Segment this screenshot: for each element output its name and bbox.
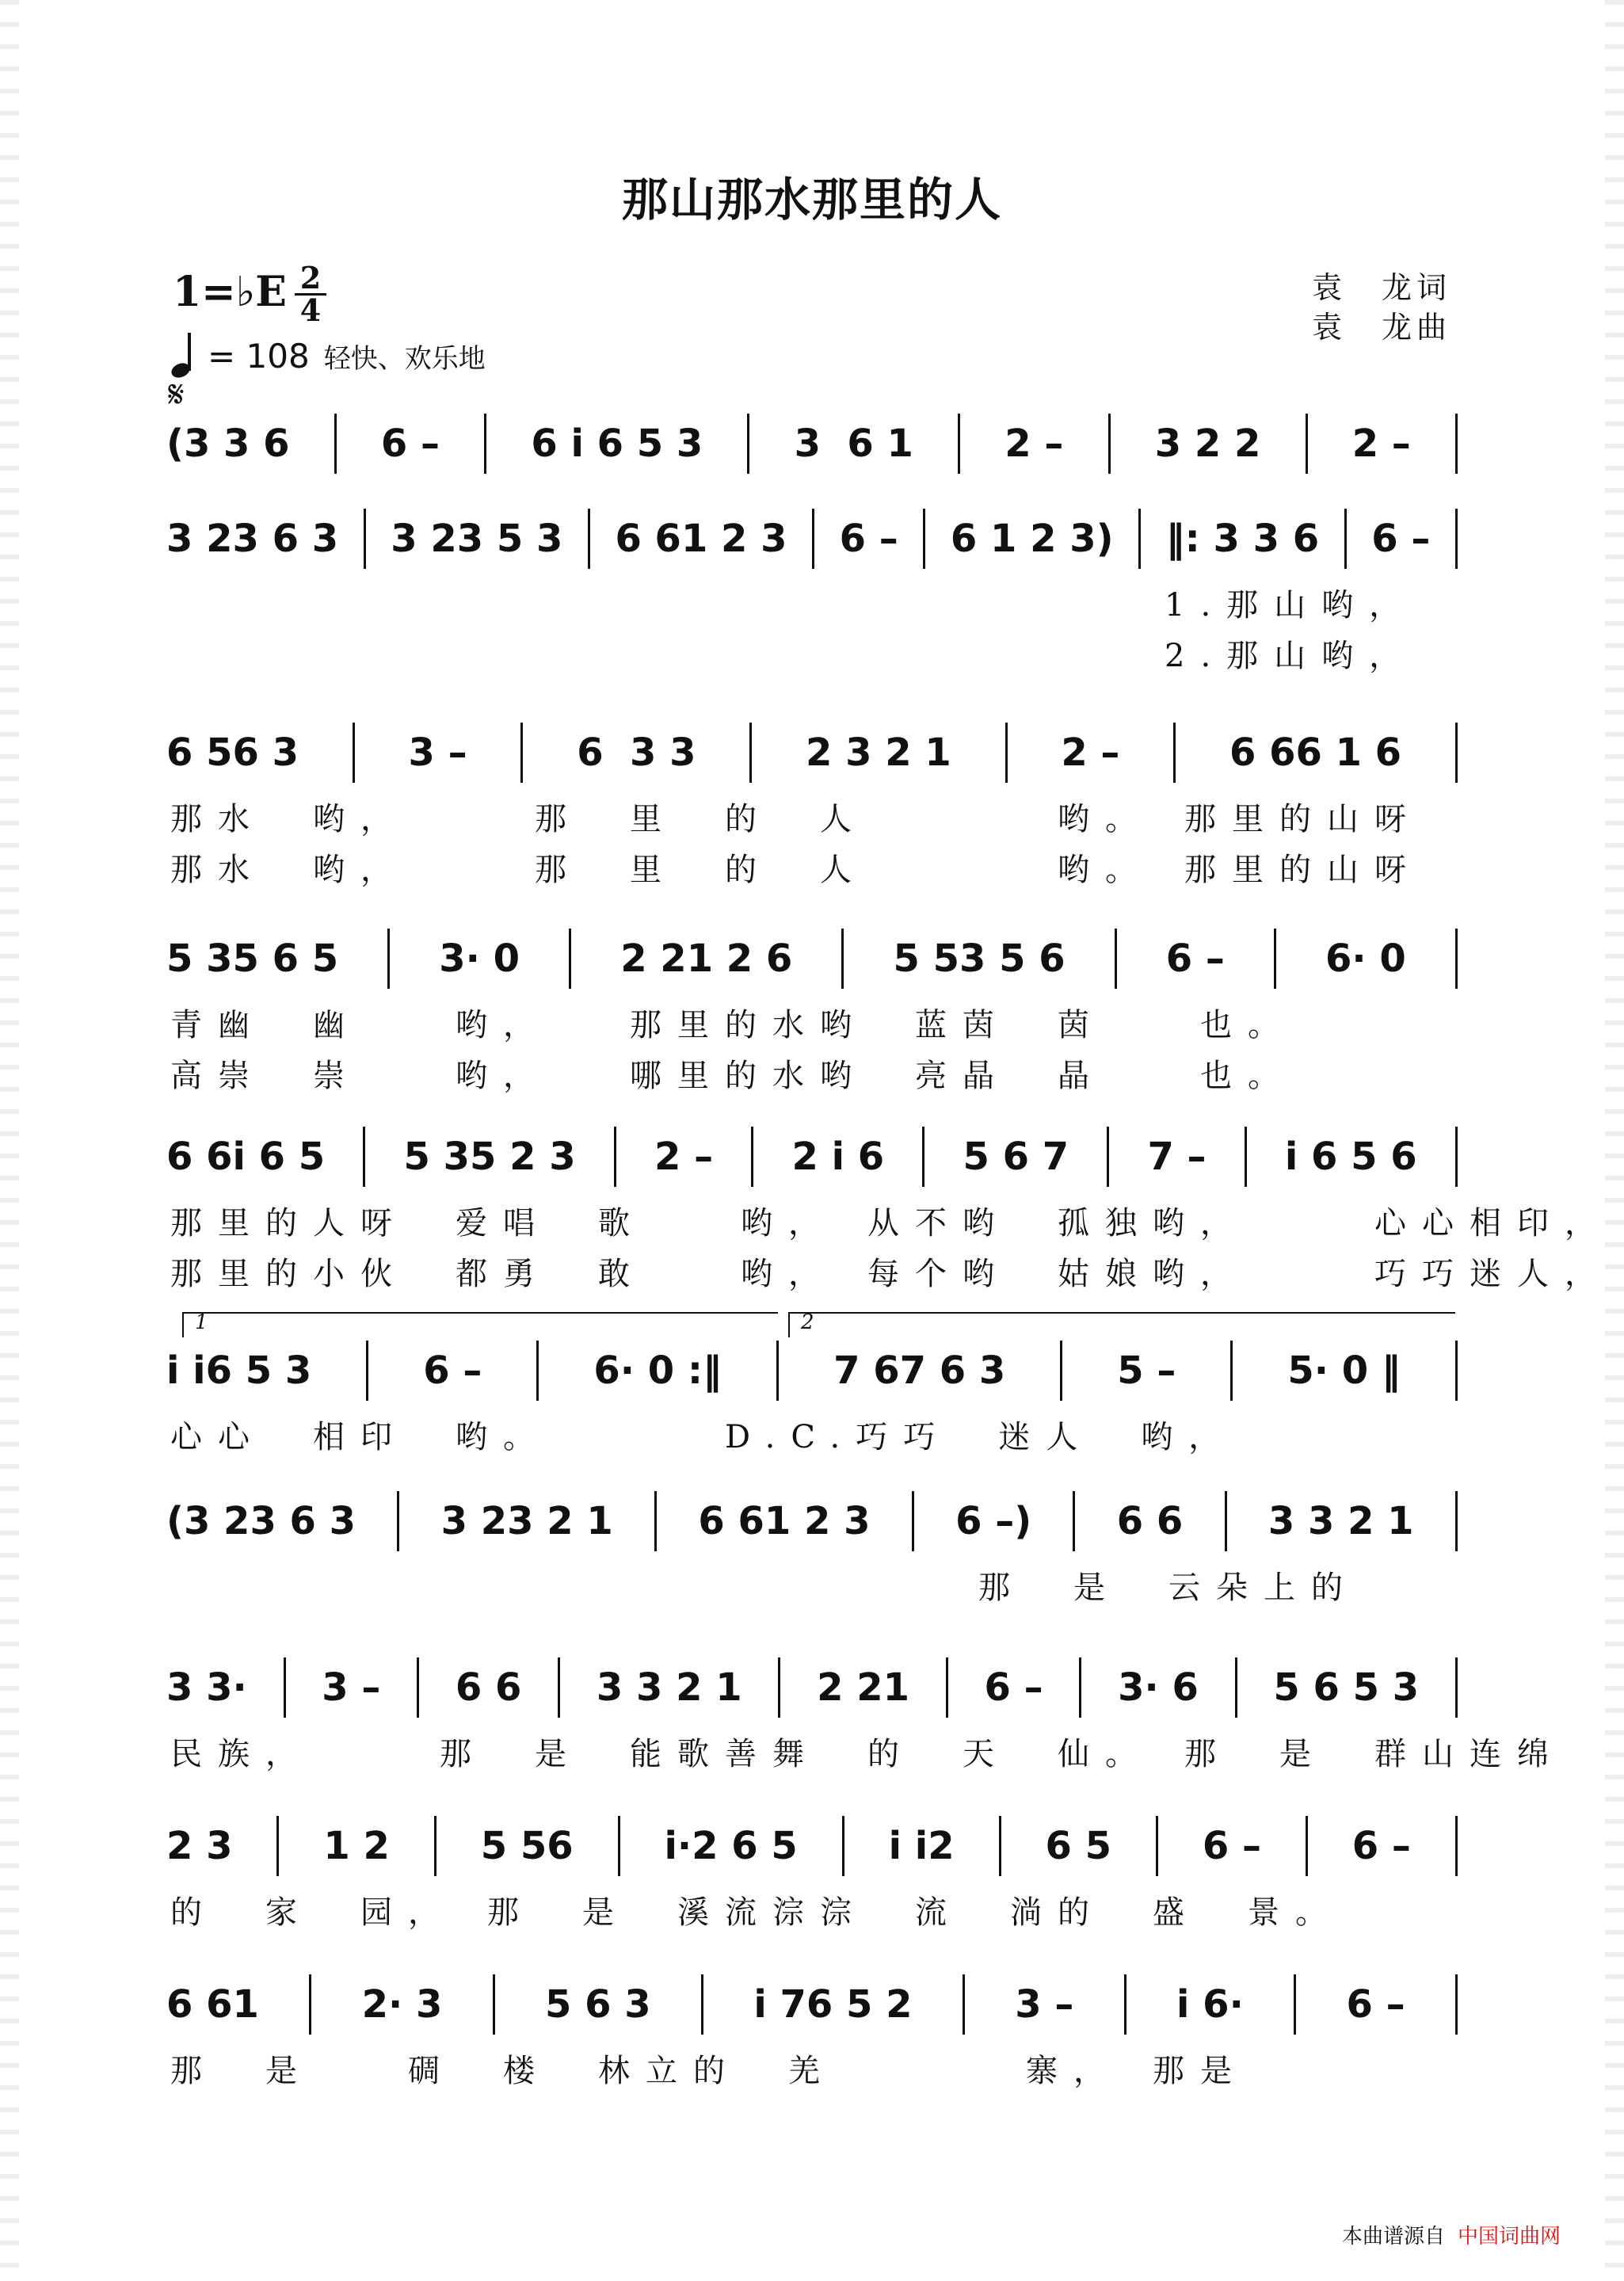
notes-row (166, 1339, 1458, 1402)
barline (1306, 1816, 1308, 1876)
measure: 6 61 (166, 1982, 259, 2027)
measure: 6 3 3 (577, 730, 696, 775)
measure: i 76 5 2 (753, 1982, 913, 2027)
barline (963, 1974, 965, 2035)
time-signature-bottom: 4 (299, 292, 322, 328)
right-watermark-strip (1605, 0, 1624, 2281)
barline (387, 929, 390, 989)
lyric-line: 那里的小伙 都勇 敢 哟， 每个哟 姑娘哟， 巧巧迷人， (170, 1256, 1612, 1292)
barline (417, 1657, 419, 1718)
composer-credit: 袁 龙曲 (1311, 310, 1451, 345)
measure: 6 56 3 (166, 730, 299, 775)
lyric-line: 那 是 碉 楼 林立的 羌 寨， 那是 (170, 2053, 1248, 2089)
measure: i i6 5 3 (166, 1348, 312, 1393)
measure: 6 61 2 3 (698, 1499, 871, 1543)
barline (1235, 1657, 1237, 1718)
barline (1225, 1491, 1227, 1551)
barline (1230, 1341, 1233, 1401)
measure: 6· 0 (1325, 936, 1406, 981)
measure: 6 6 (455, 1665, 522, 1710)
footer (1342, 2220, 1561, 2249)
lyric-line: 高崇 崇 哟， 哪里的水哟 亮晶 晶 也。 (170, 1058, 1295, 1094)
barline (1294, 1974, 1296, 2035)
key-signature: 1=♭E (173, 268, 287, 316)
time-signature-top: 2 (299, 260, 322, 296)
measure: 1 2 (323, 1824, 390, 1868)
segno-icon: 𝄋 (168, 372, 185, 417)
measure: 2· 3 (361, 1982, 443, 2027)
measure: 6 – (1165, 936, 1225, 981)
barline (1138, 509, 1141, 569)
barline (366, 1341, 368, 1401)
barline (1455, 723, 1458, 783)
measure: 3 23 6 3 (166, 517, 339, 561)
notes-row (166, 1125, 1458, 1188)
lyric-line: 那水 哟， 那 里 的 人 哟。 那里的山呀 (170, 801, 1422, 837)
measure: 5 35 6 5 (166, 936, 339, 981)
measure: 3 – (408, 730, 467, 775)
footer-site: 中国词曲网 (1457, 2225, 1561, 2249)
footer-source: 本曲谱源自 (1341, 2225, 1445, 2249)
left-watermark-strip (0, 0, 19, 2281)
barline (569, 929, 571, 989)
barline (493, 1974, 495, 2035)
measure: 6 – (1351, 1824, 1411, 1868)
barline (841, 929, 844, 989)
lyric-line: 的 家 园， 那 是 溪流淙淙 流 淌的 盛 景。 (170, 1894, 1343, 1931)
measure: (3 3 6 (166, 421, 290, 466)
ending-number: 1 (195, 1310, 208, 1334)
barline (842, 1816, 844, 1876)
barline (1455, 1127, 1458, 1187)
barline (364, 509, 366, 569)
barline (276, 1816, 279, 1876)
barline (1156, 1816, 1158, 1876)
lyric-line: 青幽 幽 哟， 那里的水哟 蓝茵 茵 也。 (170, 1007, 1295, 1043)
measure: 5· 0 ‖ (1287, 1348, 1401, 1393)
barline (1073, 1491, 1075, 1551)
measure: 3 – (1015, 1982, 1074, 2027)
measure: 6 – (1202, 1824, 1261, 1868)
barline (1107, 1127, 1109, 1187)
barline (1455, 414, 1458, 474)
barline (1079, 1657, 1081, 1718)
lyric-line: 那里的人呀 爱唱 歌 哟， 从不哟 孤独哟， 心心相印， (170, 1205, 1612, 1242)
time-signature (295, 260, 326, 328)
notes-row (166, 507, 1458, 570)
lyric-line: 心心 相印 哟。 D.C.巧巧 迷人 哟， (170, 1419, 1237, 1455)
measure: 3 3 2 1 (1268, 1499, 1414, 1543)
barline (614, 1127, 616, 1187)
barline (1455, 1974, 1458, 2035)
measure: 6 i 6 5 3 (531, 421, 703, 466)
lyric-line: 2.那山哟， (1165, 638, 1417, 674)
measure: ‖: 3 3 6 (1165, 517, 1320, 561)
barline (1060, 1341, 1062, 1401)
measure: 6· 0 :‖ (593, 1348, 722, 1393)
barline (484, 414, 486, 474)
measure: 5 – (1117, 1348, 1176, 1393)
measure: 5 6 7 (963, 1135, 1069, 1179)
measure: 6 1 2 3) (950, 517, 1114, 561)
tempo-bpm: = 108 (208, 336, 310, 376)
notes-row (166, 1656, 1458, 1719)
measure: i·2 6 5 (664, 1824, 798, 1868)
measure: 3 3· (166, 1665, 247, 1710)
barline (520, 723, 523, 783)
barline (776, 1341, 779, 1401)
measure: 5 6 3 (545, 1982, 651, 2027)
barline (1455, 1816, 1458, 1876)
notes-row (166, 1490, 1458, 1553)
first-ending-bracket (182, 1312, 778, 1337)
measure: 5 35 2 3 (403, 1135, 576, 1179)
measure: 6 66 1 6 (1229, 730, 1402, 775)
measure: 3 6 1 (794, 421, 913, 466)
measure: 3· 0 (439, 936, 520, 981)
second-ending-bracket (788, 1312, 1455, 1337)
barline (353, 723, 355, 783)
measure: 6 –) (955, 1499, 1032, 1543)
measure: 3 – (322, 1665, 381, 1710)
measure: 6 – (1371, 517, 1431, 561)
barline (946, 1657, 948, 1718)
measure: 5 6 5 3 (1273, 1665, 1420, 1710)
notes-row (166, 412, 1458, 475)
tempo-marking (170, 333, 486, 379)
measure: 7 67 6 3 (833, 1348, 1006, 1393)
barline (1005, 723, 1008, 783)
barline (588, 509, 590, 569)
measure: 2 – (654, 1135, 714, 1179)
barline (751, 1127, 753, 1187)
notes-row (166, 927, 1458, 990)
notes-row (166, 1973, 1458, 2036)
measure: 6 6 (1116, 1499, 1184, 1543)
lyric-line: 那 是 云朵上的 (170, 1570, 1359, 1606)
barline (1455, 929, 1458, 989)
lyric-line: 民族， 那 是 能歌善舞 的 天 仙。 那 是 群山连绵 (170, 1736, 1565, 1772)
measure: 3 23 2 1 (440, 1499, 613, 1543)
measure: 2 21 2 6 (620, 936, 793, 981)
measure: 7 – (1147, 1135, 1207, 1179)
credits (1312, 268, 1451, 347)
notes-row (166, 721, 1458, 784)
barline (1344, 509, 1347, 569)
ending-number: 2 (801, 1310, 814, 1334)
barline (1245, 1127, 1247, 1187)
barline (309, 1974, 311, 2035)
lyric-line: 那水 哟， 那 里 的 人 哟。 那里的山呀 (170, 852, 1422, 888)
barline (618, 1816, 620, 1876)
measure: 3 23 5 3 (391, 517, 563, 561)
measure: 3 2 2 (1154, 421, 1261, 466)
measure: 2 3 2 1 (806, 730, 951, 775)
barline (1455, 509, 1458, 569)
barline (1455, 1341, 1458, 1401)
measure: 6 5 (1045, 1824, 1111, 1868)
barline (1115, 929, 1117, 989)
barline (1173, 723, 1176, 783)
barline (749, 723, 752, 783)
measure: 3 3 2 1 (596, 1665, 742, 1710)
barline (434, 1816, 436, 1876)
measure: 3· 6 (1118, 1665, 1199, 1710)
lyric-line: 1.那山哟， (1165, 587, 1417, 624)
tempo-description: 轻快、欢乐地 (323, 342, 486, 375)
barline (558, 1657, 560, 1718)
measure: 6 6i 6 5 (166, 1135, 326, 1179)
barline (747, 414, 749, 474)
measure: 2 i 6 (791, 1135, 885, 1179)
measure: 6 – (380, 421, 440, 466)
barline (701, 1974, 703, 2035)
measure: i 6· (1176, 1982, 1244, 2027)
barline (912, 1491, 914, 1551)
measure: 2 21 (817, 1665, 910, 1710)
barline (334, 414, 337, 474)
measure: i 6 5 6 (1284, 1135, 1417, 1179)
barline (654, 1491, 657, 1551)
barline (1124, 1974, 1127, 2035)
measure: 2 3 (166, 1824, 233, 1868)
barline (1455, 1491, 1458, 1551)
barline (812, 509, 814, 569)
measure: 6 – (839, 517, 898, 561)
barline (1274, 929, 1276, 989)
barline (922, 1127, 924, 1187)
barline (536, 1341, 539, 1401)
measure: 6 – (1346, 1982, 1405, 2027)
measure: (3 23 6 3 (166, 1499, 356, 1543)
measure: 2 – (1005, 421, 1064, 466)
barline (1306, 414, 1308, 474)
measure: 6 61 2 3 (615, 517, 787, 561)
barline (397, 1491, 399, 1551)
barline (923, 509, 925, 569)
song-title: 那山那水那里的人 (621, 173, 1002, 227)
barline (363, 1127, 365, 1187)
measure: 6 – (423, 1348, 482, 1393)
barline (778, 1657, 780, 1718)
notes-row (166, 1814, 1458, 1878)
measure: 2 – (1351, 421, 1411, 466)
measure: 2 – (1061, 730, 1120, 775)
measure: 6 – (984, 1665, 1043, 1710)
barline (999, 1816, 1001, 1876)
lyricist-credit: 袁 龙词 (1311, 270, 1451, 305)
measure: i i2 (888, 1824, 955, 1868)
measure: 5 53 5 6 (893, 936, 1066, 981)
barline (1455, 1657, 1458, 1718)
barline (958, 414, 960, 474)
barline (1108, 414, 1111, 474)
barline (284, 1657, 286, 1718)
measure: 5 56 (480, 1824, 574, 1868)
